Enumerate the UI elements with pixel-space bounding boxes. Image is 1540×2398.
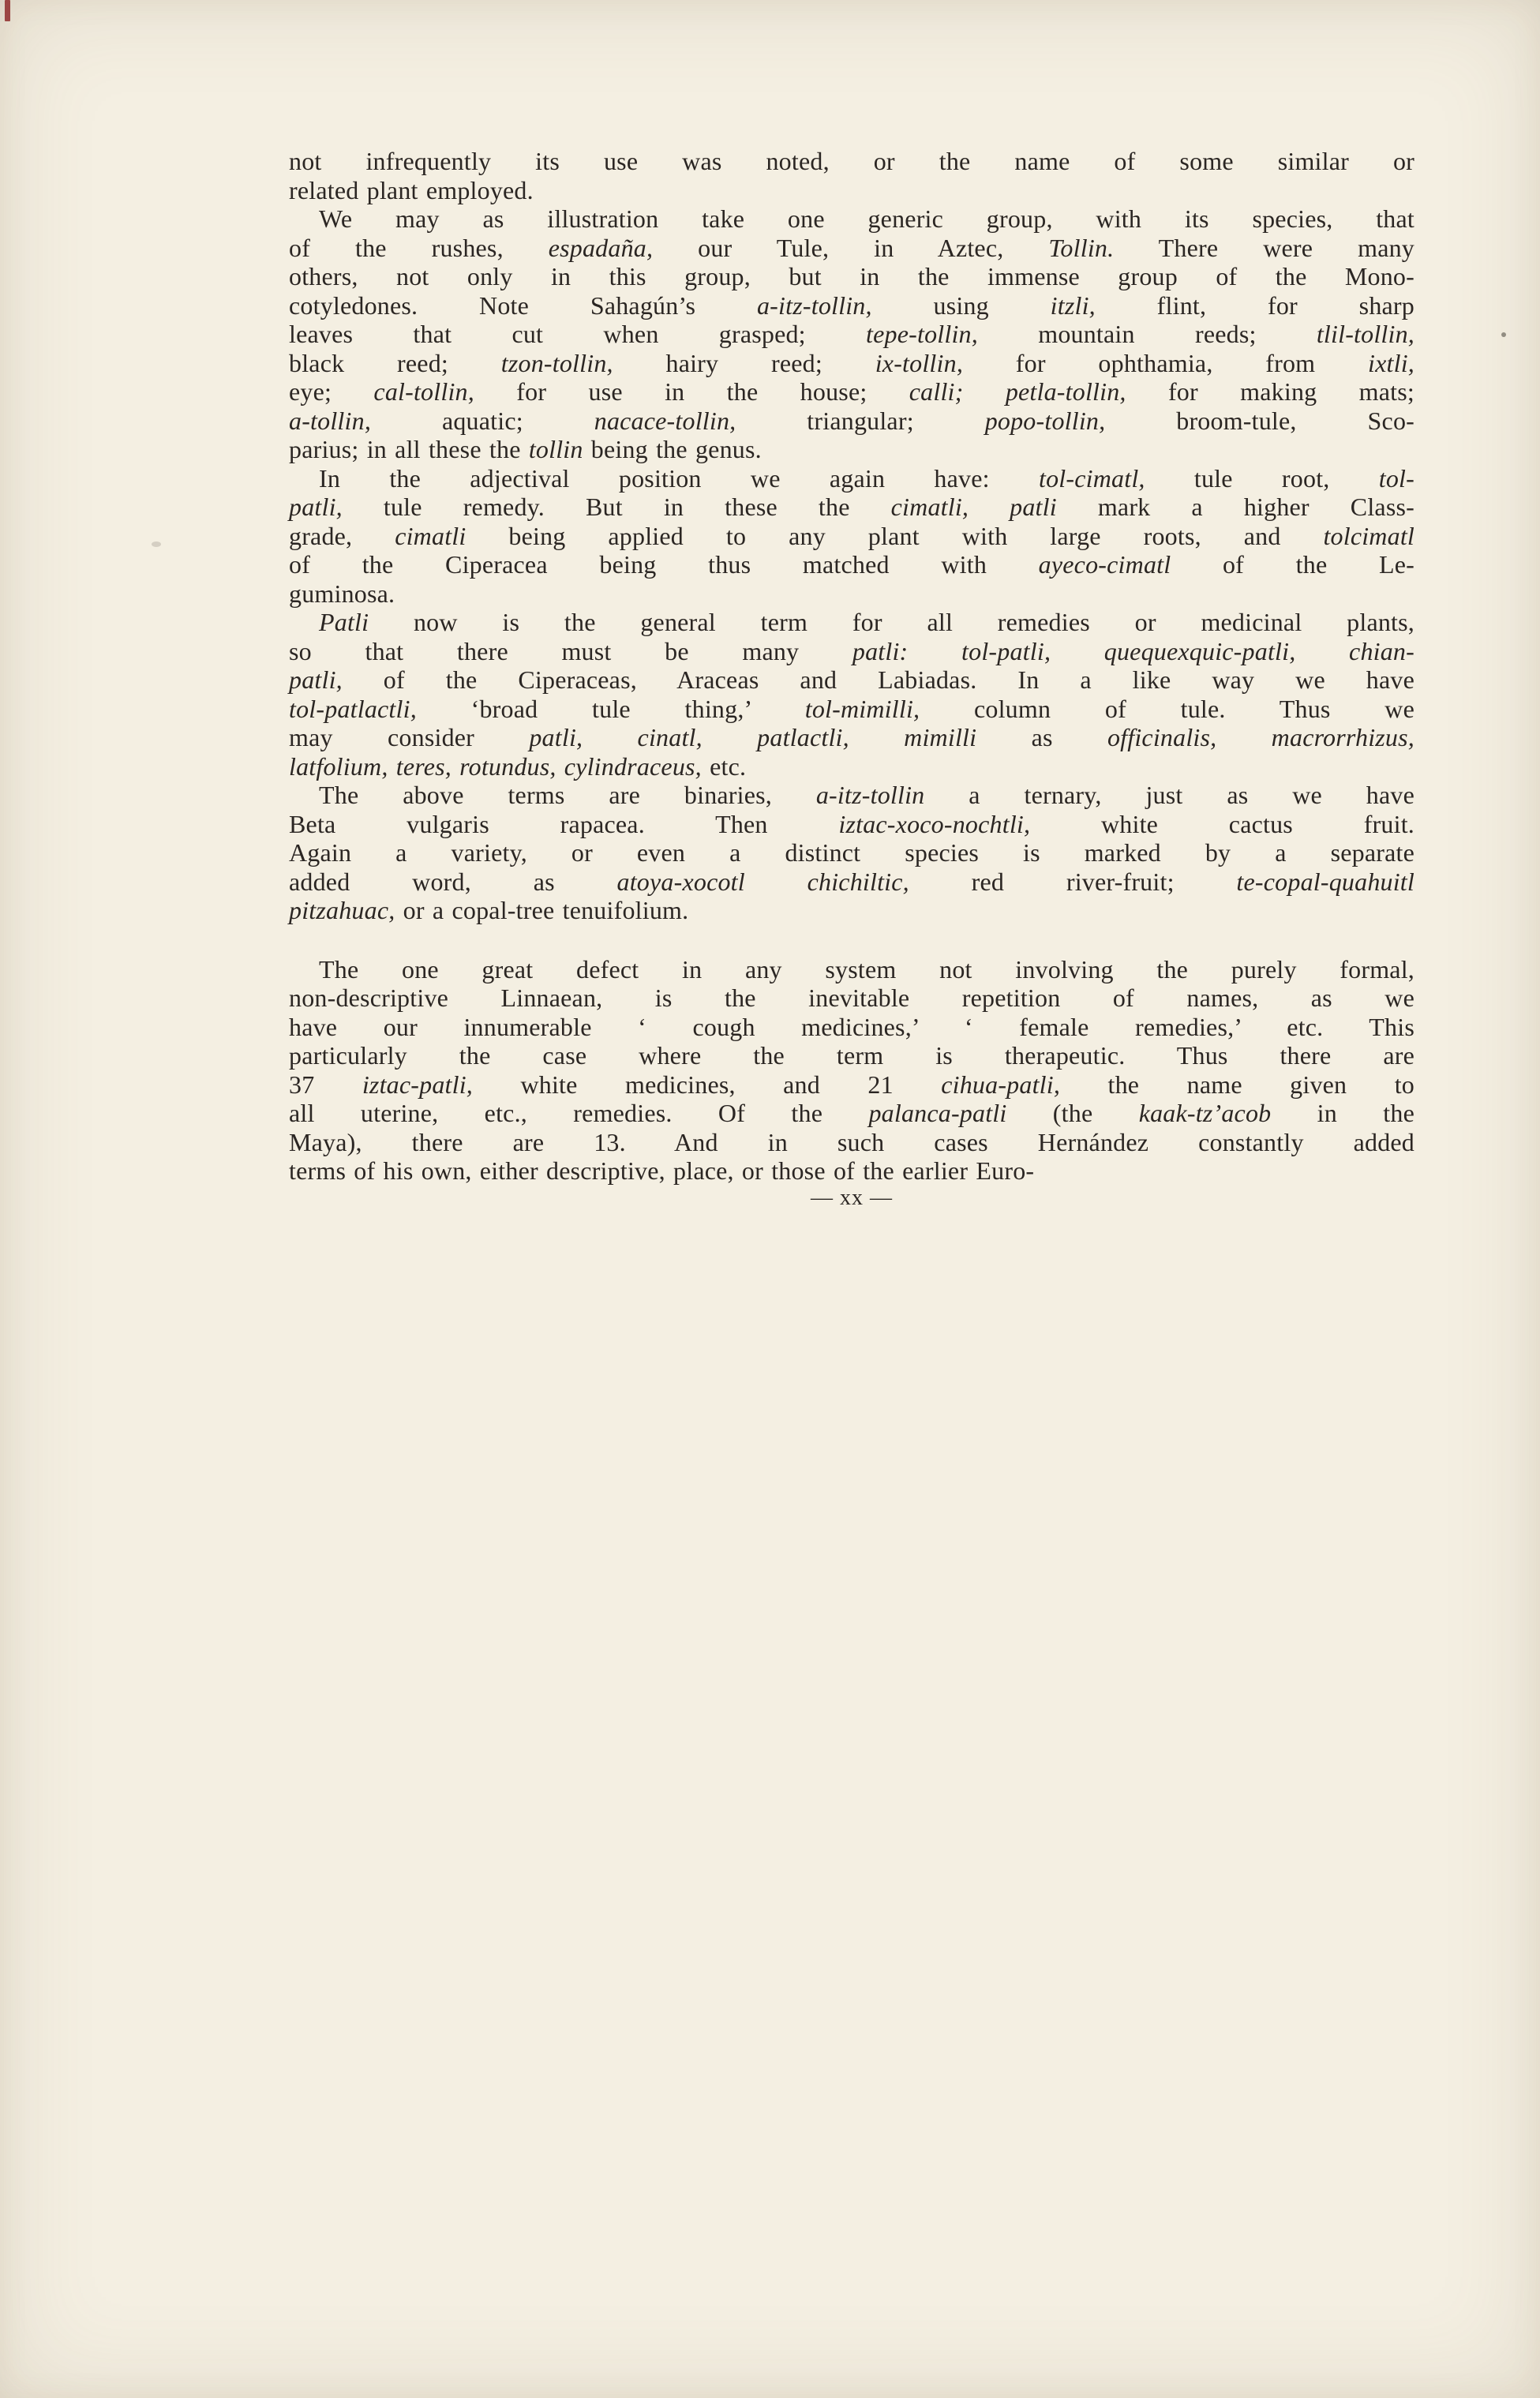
text-line: so that there must be many patli: tol-patli, quequexquic-patli, chian- [289,636,1414,665]
page-text-block [289,147,1414,1186]
text-line: pitzahuac, or a copal-tree tenuifolium. [289,896,689,924]
text-line: parius; in all these the tollin being the genus. [289,435,762,463]
text-line: non-descriptive Linnaean, is the inevitable repetition of names, as we [289,984,1414,1012]
text-line: patli, tule remedy. But in these the cimatli, patli mark a higher Class- [289,493,1414,521]
paragraph [289,955,1414,1186]
scan-speck-icon [1501,332,1506,337]
scan-smudge-icon [152,541,161,547]
text-line: have our innumerable ‘ cough medicines,’ ‘ female remedies,’ etc. This [289,1012,1414,1041]
text-line: eye; cal-tollin, for use in the house; calli; petla-tollin, for making mats; [289,377,1415,406]
text-line: all uterine, etc., remedies. Of the palanca-patli (the kaak-tz’acob in the [289,1099,1414,1127]
paragraph [289,204,1414,464]
text-line: added word, as atoya-xocotl chichiltic, red river-fruit; te-copal-quahuitl [289,867,1414,896]
text-line: particularly the case where the term is therapeutic. Thus there are [289,1041,1414,1070]
text-line: black reed; tzon-tollin, hairy reed; ix-tollin, for ophthamia, from ixtli, [289,348,1414,377]
text-line: Patli now is the general term for all remedies or medicinal plants, [319,608,1414,636]
text-line: leaves that cut when grasped; tepe-tollin, mountain reeds; tlil-tollin, [289,320,1415,348]
text-line: grade, cimatli being applied to any plant with large roots, and tolcimatl [289,521,1415,550]
text-line: a-tollin, aquatic; nacace-tollin, triangular; popo-tollin, broom-tule, Sco- [289,406,1414,435]
text-line: guminosa. [289,579,395,608]
text-line: tol-patlactli, ‘broad tule thing,’ tol-mimilli, column of tule. Thus we [289,694,1414,723]
text-line: patli, of the Ciperaceas, Araceas and Labiadas. In a like way we have [289,665,1414,694]
text-line: We may as illustration take one generic group, with its species, that [319,204,1414,233]
text-line: others, not only in this group, but in the immense group of the Mono- [289,262,1414,290]
text-line: 37 iztac-patli, white medicines, and 21 cihua-patli, the name given to [289,1070,1414,1099]
text-line: Maya), there are 13. And in such cases Hernández constantly added [289,1127,1414,1156]
text-line: Again a variety, or even a distinct species is marked by a separate [289,838,1414,867]
text-line: may consider patli, cinatl, patlactli, mimilli as officinalis, macrorrhizus, [289,723,1414,751]
text-line: of the Ciperacea being thus matched with ayeco-cimatl of the Le- [289,550,1415,579]
paragraph [289,464,1414,609]
paragraph [289,608,1414,781]
page-number: — xx — [811,1186,893,1210]
scan-artifact-red-edge [5,0,10,21]
text-line: The one great defect in any system not involving the purely formal, [319,954,1414,984]
text-line: latfolium, teres, rotundus, cylindraceus, etc. [289,751,747,781]
paragraph [289,781,1414,925]
text-line: cotyledones. Note Sahagún’s a-itz-tollin, using itzli, flint, for sharp [289,290,1414,320]
text-line: related plant employed. [289,175,534,204]
paragraph [289,147,1414,204]
text-line: Beta vulgaris rapacea. Then iztac-xoco-nochtli, white cactus fruit. [289,809,1414,838]
text-line: The above terms are binaries, a-itz-tollin a ternary, just as we have [319,781,1415,809]
text-line: of the rushes, espadaña, our Tule, in Aztec, Tollin. There were many [289,233,1415,262]
text-line: not infrequently its use was noted, or the name of some similar or [289,147,1414,175]
text-line: In the adjectival position we again have: tol-cimatl, tule root, tol- [319,463,1414,493]
text-line: terms of his own, either descriptive, place, or those of the earlier Euro- [289,1156,1035,1185]
